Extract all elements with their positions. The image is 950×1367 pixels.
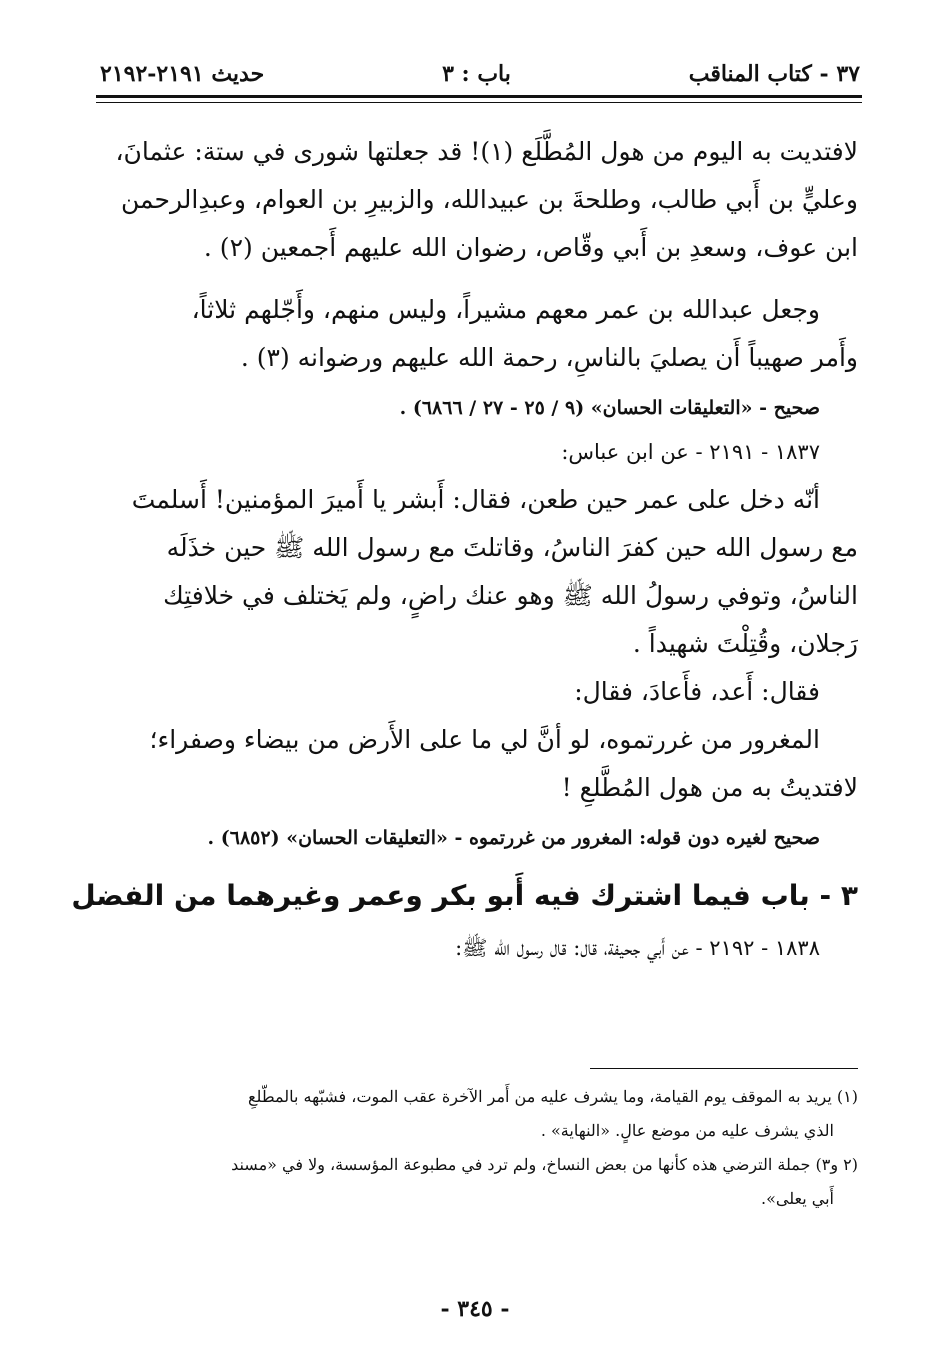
text-line: مع رسول الله حين كفرَ الناسُ، وقاتلتَ مع رسول الله ﷺ حين خذَلَه — [166, 533, 858, 562]
text-line: لافتديت به اليوم من هول المُطَّلَع (١)! قد جعلتها شورى في ستة: عثمانَ، — [115, 137, 858, 166]
text-line: أنّه دخل على عمر حين طعن، فقال: أَبشر يا أَميرَ المؤمنين! أَسلمتَ — [131, 485, 820, 514]
page-number: - ٣٤٥ - — [440, 1296, 510, 1322]
text-line: وعليٍّ بن أَبي طالب، وطلحةَ بن عبيدالله، والزبيرِ بن العوام، وعبدِالرحمن — [121, 185, 858, 214]
text-line: وجعل عبدالله بن عمر معهم مشيراً، وليس منهم، وأَجّلهم ثلاثاً، — [191, 295, 820, 324]
chapter-heading: ٣ - باب فيما اشترك فيه أَبو بكر وعمر وغيرهما من الفضل — [71, 879, 858, 912]
text-line: المغرور من غررتموه، لو أنَّ لي ما على الأَرض من بيضاء وصفراء؛ — [149, 725, 820, 754]
header-rule-thin — [96, 102, 862, 103]
hadith-number: ١٨٣٧ - ٢١٩١ - عن ابن عباس: — [561, 440, 820, 464]
footnote-line: الذي يشرف عليه من موضع عالٍ. «النهاية» . — [540, 1121, 834, 1140]
footnote-line: أَبي يعلى». — [761, 1189, 834, 1208]
text-line: وأَمر صهيباً أَن يصليَ بالناسِ، رحمة الله عليهم ورضوانه (٣) . — [240, 343, 858, 372]
text-line: ابن عوف، وسعدِ بن أَبي وقّاص، رضوان الله عليهم أَجمعين (٢) . — [203, 233, 858, 262]
text-line: فقال: أَعد، فأَعادَ، فقال: — [574, 677, 820, 706]
text-line: لافتديتُ به من هول المُطَّلعِ ! — [561, 773, 858, 802]
grading-note: صحيح - «التعليقات الحسان» (٩ / ٢٥ - ٢٧ / ٦٨٦٦) . — [399, 397, 820, 419]
footnotes — [88, 1080, 858, 1216]
header-chapter: باب : ٣ — [442, 61, 511, 87]
footnote-line: (٢ و٣) جملة الترضي هذه كأنها من بعض النساخ، ولم ترد في مطبوعة المؤسسة، ولا في «مسند — [231, 1155, 858, 1174]
text-line: الناسُ، وتوفي رسولُ الله ﷺ وهو عنك راضٍ، ولم يَختلف في خلافتِك — [163, 581, 858, 610]
header-hadith-range: حديث ٢١٩١-٢١٩٢ — [100, 61, 265, 87]
text-line: رَجلان، وقُتِلْتَ شهيداً . — [632, 629, 858, 658]
footnote-line: (١) يريد به الموقف يوم القيامة، وما يشرف عليه من أَمر الآخرة عقب الموت، فشبّهه بالمطّلعِ — [248, 1087, 858, 1106]
running-header — [100, 54, 860, 94]
header-book-title: ٣٧ - كتاب المناقب — [688, 61, 860, 87]
grading-note: صحيح لغيره دون قوله: المغرور من غررتموه - «التعليقات الحسان» (٦٨٥٢) . — [207, 827, 820, 849]
header-rule-thick — [96, 95, 862, 98]
hadith-number: ١٨٣٨ - ٢١٩٢ - عن أَبي جحيفة، قال: قال رسول الله ﷺ: — [455, 936, 820, 960]
main-text — [71, 128, 858, 972]
footnote-rule — [590, 1068, 858, 1069]
